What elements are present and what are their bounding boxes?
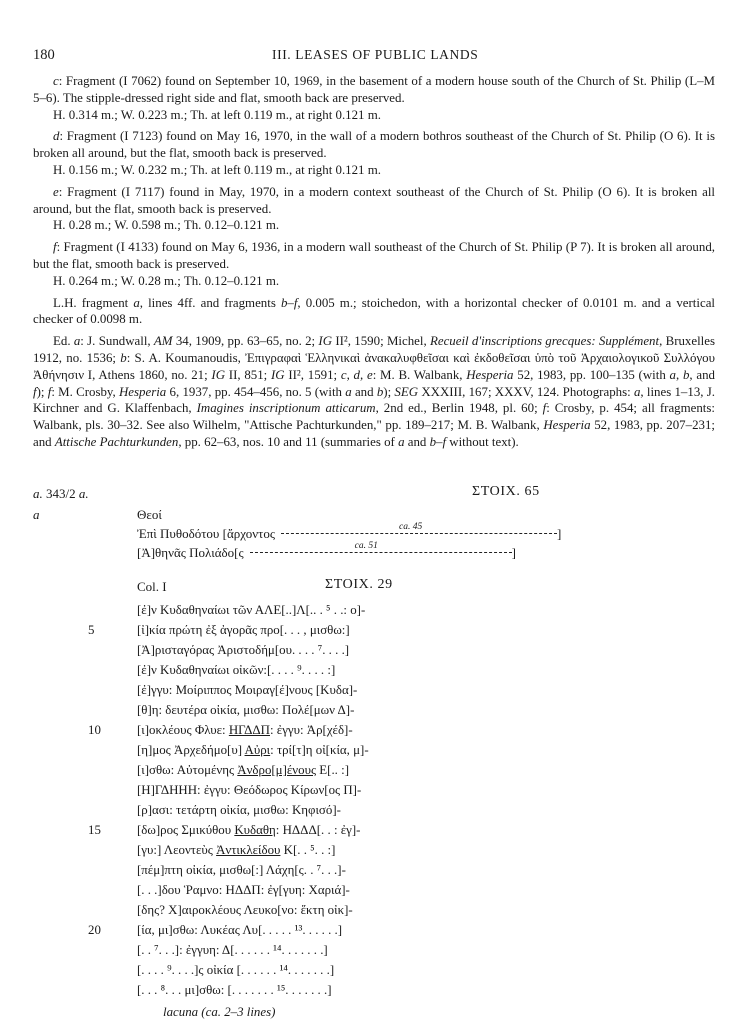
inscription-line: [. . . ⁸. . . μι]σθω: [. . . . . . . ¹⁵. . . . . . .] [137, 983, 332, 997]
inscription-line: [η]μος Ἀρχεδήμο[υ] Αὐρι: τρί[τ]η οἰ[κία, μ]- [137, 743, 369, 757]
inscription-line: [. . . . ⁹. . . .]ς οἰκία [. . . . . . ¹⁴. . . . . . .] [137, 963, 335, 977]
chapter-title: III. LEASES OF PUBLIC LANDS [272, 47, 479, 62]
line-number: 20 [88, 923, 101, 937]
column-label: Col. I [137, 579, 167, 594]
inscription-line: [δης? Χ]αιροκλέους Λευκο[νο: ἕκτη οἰκ]- [137, 903, 353, 917]
line-number: 5 [88, 623, 95, 637]
date-label: a. 343/2 a. [33, 486, 89, 501]
fragment-d-description: d: Fragment (I 7123) found on May 16, 1970, in the wall of a modern bothros southeast of the Church of St. Philip (O 6). It is broken all around, but the flat, smooth back is preserved. [33, 129, 715, 161]
inscription-line: [Ἀ]ρισταγόρας Ἀριστοδήμ[ου. . . . ⁷. . . .] [137, 643, 350, 657]
inscription-line: [ι]σθω: Αὐτομένης Ἀνδρο[μ]ένους Ε[.. :] [137, 763, 349, 777]
fragment-a-line-2: Ἐπὶ Πυθοδότου [ἄρχοντος ca. 45 ] [137, 522, 562, 541]
line-number: 15 [88, 823, 101, 837]
fragment-c-dimensions: H. 0.314 m.; W. 0.223 m.; Th. at left 0.119 m., at right 0.121 m. [53, 107, 381, 122]
inscription-line: [ρ]ασι: τετάρτη οἰκία, μισθω: Κηφισό]- [137, 803, 341, 817]
letter-count-note: ca. 45 [399, 522, 423, 532]
fragment-f-dimensions: H. 0.264 m.; W. 0.28 m.; Th. 0.12–0.121 m. [53, 273, 280, 288]
fragment-d-dimensions: H. 0.156 m.; W. 0.232 m.; Th. at left 0.119 m., at right 0.121 m. [53, 162, 381, 177]
inscription-line: [ἐ]γγυ: Μοίριππος Μοιραγ[έ]νους [Κυδα]- [137, 683, 358, 697]
fragment-e-description: e: Fragment (I 7117) found in May, 1970, in a modern context southeast of the Church of St. Philip (O 6). It is broken all around, but the flat, smooth back is preserved. [33, 184, 715, 216]
inscription-line: 15 [δω]ρος Σμικύθου Κυδαθη: ΗΔΔΔ[. . : ἐγ]- [88, 823, 361, 837]
fragment-a-line-1: Θεοί [137, 507, 162, 522]
fragment-a-line-3: [Ἀ]θηνᾶς Πολιάδο[ς ca. 51 ] [137, 541, 516, 560]
inscription-line: [ἐ]ν Κυδαθηναίωι τῶν ΑΛΕ[..]Λ[.. . ⁵ . .: ο]- [137, 603, 366, 617]
stoichedon-column: ΣΤΟΙΧ. 29 [325, 577, 393, 592]
stoichedon-main: ΣΤΟΙΧ. 65 [472, 484, 540, 499]
inscription-line: [πέμ]πτη οἰκία, μισθω[:] Λάχη[ς. . ⁷. . .]- [137, 863, 346, 877]
letter-count-note: ca. 51 [354, 541, 378, 551]
fragment-f-description: f: Fragment (I 4133) found on May 6, 1936, in a modern wall southeast of the Church of St. Philip (P 7). It is broken all around, but the flat, smooth back is preserved. [33, 240, 715, 271]
letter-height-note: L.H. fragment a, lines 4ff. and fragments b–f, 0.005 m.; stoichedon, with a horizontal checker of 0.0101 m. and a vertical checker of 0.0098 m. [33, 295, 715, 327]
running-head [0, 47, 748, 67]
inscription-line: 5 [ἰ]κία πρώτη ἐξ ἀγορᾶς προ[. . . , μισθω:] [88, 623, 350, 637]
inscription-line: 10 [ι]οκλέους Φλυε: ΗΓΔΔΠ: ἐγγυ: Ἀρ[χέδ]- [88, 723, 353, 737]
page-number: 180 [33, 47, 55, 63]
inscription-line: 20 [ία, μι]σθω: Λυκέας Λυ[. . . . . ¹³. . . . . .] [88, 923, 343, 937]
inscription-line: [Η]ΓΔΗΗΗ: ἐγγυ: Θεόδωρος Κίρων[ος Π]- [137, 783, 362, 797]
inscription-line: [. . ⁷. . .]: ἐγγυη: Δ[. . . . . . ¹⁴. . . . . . .] [137, 943, 328, 957]
inscription-line: [. . .]δου Ῥαμνο: ΗΔΔΠ: ἐγ[γυη: Χαριά]- [137, 883, 350, 897]
line-number: 10 [88, 723, 101, 737]
fragment-c-description: c: Fragment (I 7062) found on September 10, 1969, in the basement of a modern house south of the Church of St. Philip (L–M 5–6). The stipple-dressed right side and flat, smooth back are preserved. [33, 74, 715, 105]
fragment-a-label: a [33, 507, 40, 522]
fragment-e-dimensions: H. 0.28 m.; W. 0.598 m.; Th. 0.12–0.121 m. [53, 218, 280, 233]
inscription-line: [θ]η: δευτέρα οἰκία, μισθω: Πολέ[μων Δ]- [137, 703, 355, 717]
inscription-line: [ἐ]ν Κυδαθηναίωι οἰκῶν:[. . . . ⁹. . . . :] [137, 663, 336, 677]
inscription-line: [γυ:] Λεοντεὺς Ἀντικλείδου Κ[. . ⁵. . :] [137, 843, 336, 857]
fragment-descriptions [33, 73, 715, 451]
lacuna-note: lacuna (ca. 2–3 lines) [163, 1005, 276, 1019]
editions-paragraph: Ed. a: J. Sundwall, AM 34, 1909, pp. 63–65, no. 2; IG II², 1590; Michel, Recueil d'inscriptions grecques: Supplément, Bruxelles 1912, no. 1536; b: S. A. Koumanoudis, Ἐπιγραφαὶ Ἑλληνικαὶ ἀνακαλυφθεῖσαι καὶ ἐκδοθεῖσαι ὑπὸ τοῦ Ἀρχαιολογικοῦ Συλλόγου Ἀθήνησιν I, Athens 1860, no. 21; IG II, 851; IG II², 1591; c, d, e: M. B. Walbank, Hesperia 52, 1983, pp. 100–135 (with a, b, and f); f: M. Crosby, Hesperia 6, 1937, pp. 454–456, no. 5 (with a and b); SEG XXXIII, 167; XXXV, 124. Photographs: a, lines 1–13, J. Kirchner and G. Klaffenbach, Imagines inscriptionum atticarum, 2nd ed., Berlin 1948, pl. 60; f: Crosby, p. 454; all fragments: Walbank, pls. 30–32. See also Wilhelm, "Attische Pachturkunden," pp. 189–217; M. B. Walbank, Hesperia 52, 1983, pp. 207–231; and Attische Pachturkunden, pp. 62–63, nos. 10 and 11 (summaries of a and b–f without text). [33, 334, 715, 449]
